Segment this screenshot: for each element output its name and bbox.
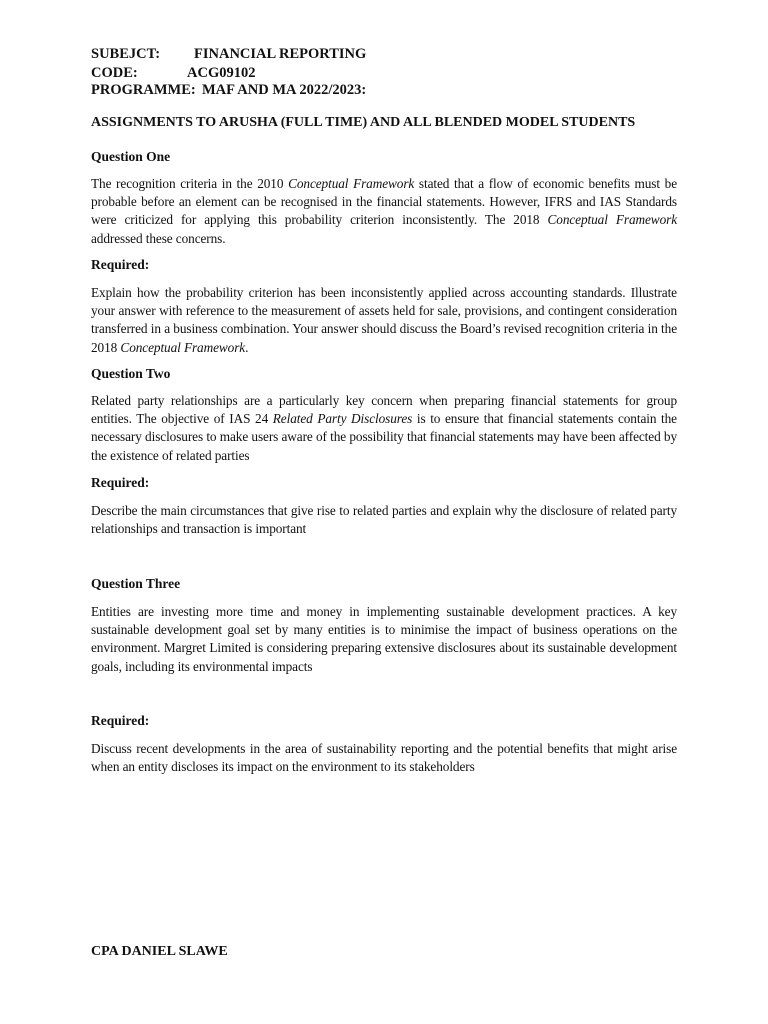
question-one-heading: Question One bbox=[91, 149, 171, 164]
question-three-heading: Question Three bbox=[91, 576, 181, 591]
assignment-title: ASSIGNMENTS TO ARUSHA (FULL TIME) AND ALL BLENDED MODEL STUDENTS bbox=[91, 115, 636, 130]
question-one-required: Required: bbox=[91, 257, 150, 272]
subject-line bbox=[91, 45, 367, 63]
question-two-text: Related party relationships are a particularly key concern when preparing financial statements for group entities. The objective of IAS 24 Related Party Disclosures is to ensure that financial statements contain the necessary disclosures to make users aware of the possibility that financial statements may have been affected by the existence of related parties bbox=[91, 393, 677, 463]
programme-line bbox=[91, 81, 367, 99]
question-two-required: Required: bbox=[91, 475, 150, 490]
subject-value: FINANCIAL REPORTING bbox=[194, 46, 367, 62]
question-three-text: Entities are investing more time and money in implementing sustainable development practices. A key sustainable development goal set by many entities is to minimise the impact of business operations on the environment. Margret Limited is considering preparing extensive disclosures about its sustainable development goals, including its environmental impacts bbox=[91, 604, 677, 674]
code-line bbox=[91, 64, 256, 82]
author-signature: CPA DANIEL SLAWE bbox=[91, 944, 228, 959]
question-two-required-text: Describe the main circumstances that give rise to related parties and explain why the disclosure of related party relationships and transaction is important bbox=[91, 503, 677, 537]
question-three-required: Required: bbox=[91, 713, 150, 728]
subject-label: SUBEJCT: bbox=[91, 46, 161, 62]
question-two-heading: Question Two bbox=[91, 366, 171, 381]
question-one-required-text: Explain how the probability criterion has been inconsistently applied across accounting standards. Illustrate your answer with reference to the measurement of assets held for sale, provisions, and contingent consideration transferred in a business combination. Your answer should discuss the Board’s revised recognition criteria in the 2018 Conceptual Framework. bbox=[91, 285, 677, 355]
question-three-required-text: Discuss recent developments in the area of sustainability reporting and the potential benefits that might arise when an entity discloses its impact on the environment to its stakeholders bbox=[91, 741, 677, 775]
question-one-text: The recognition criteria in the 2010 Conceptual Framework stated that a flow of economic benefits must be probable before an element can be recognised in the financial statements. However, IFRS and IAS Standards were criticized for applying this probability criterion inconsistently. The 2018 Conceptual Framework addressed these concerns. bbox=[91, 176, 677, 246]
programme-label: PROGRAMME: bbox=[91, 82, 196, 98]
code-value: ACG09102 bbox=[187, 65, 256, 81]
programme-value: MAF AND MA 2022/2023: bbox=[202, 82, 367, 98]
code-label: CODE: bbox=[91, 65, 138, 81]
